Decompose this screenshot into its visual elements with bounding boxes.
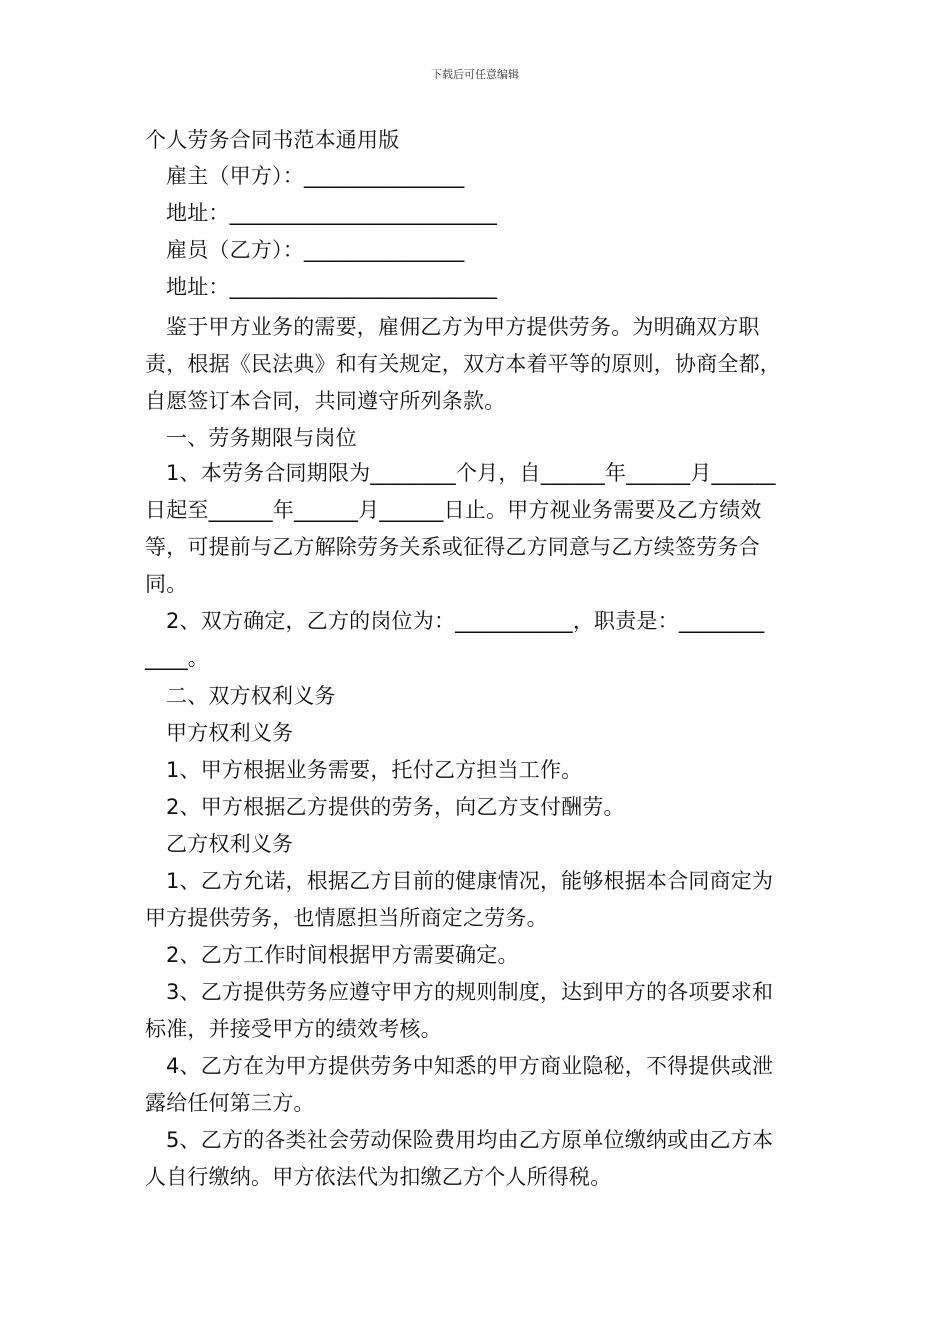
clause-line: 同。 [145,572,188,596]
clause-line: 1、甲方根据业务需要，托付乙方担当工作。 [166,758,583,782]
employee-line: 雇员（乙方）：_______________ [166,238,465,262]
employee-address-line: 地址：_________________________ [166,275,498,299]
employer-line: 雇主（甲方）：_______________ [166,164,465,188]
clause-line: 4、乙方在为甲方提供劳务中知悉的甲方商业隐秘，不得提供或泄 [166,1054,774,1078]
preamble-line: 鉴于甲方业务的需要，雇佣乙方为甲方提供劳务。为明确双方职 [166,315,760,339]
subsection-heading: 甲方权利义务 [166,721,294,745]
clause-line: 1、本劳务合同期限为________个月，自______年______月______ [166,461,776,485]
subsection-heading: 乙方权利义务 [166,832,294,856]
section-heading: 二、双方权利义务 [166,684,336,708]
clause-line: 等，可提前与乙方解除劳务关系或征得乙方同意与乙方续签劳务合 [145,535,760,559]
clause-line: 1、乙方允诺，根据乙方目前的健康情况，能够根据本合同商定为 [166,869,774,893]
clause-line: 日起至______年______月______日止。甲方视业务需要及乙方绩效 [145,498,762,522]
clause-line: 2、双方确定，乙方的岗位为：___________，职责是：________ [166,609,765,633]
clause-line: 5、乙方的各类社会劳动保险费用均由乙方原单位缴纳或由乙方本 [166,1128,774,1152]
clause-line: 露给任何第三方。 [145,1091,315,1115]
clause-line: 人自行缴纳。甲方依法代为扣缴乙方个人所得税。 [145,1165,612,1189]
clause-line: 2、甲方根据乙方提供的劳务，向乙方支付酬劳。 [166,795,625,819]
clause-line: 3、乙方提供劳务应遵守甲方的规则制度，达到甲方的各项要求和 [166,980,774,1004]
preamble-line: 责，根据《民法典》和有关规定，双方本着平等的原则，协商全都， [145,352,781,376]
document-title: 个人劳务合同书范本通用版 [145,128,400,152]
clause-line: 2、乙方工作时间根据甲方需要确定。 [166,943,519,967]
header-note: 下载后可任意编辑 [431,68,519,81]
preamble-line: 自愿签订本合同，共同遵守所列条款。 [145,389,506,413]
section-heading: 一、劳务期限与岗位 [166,426,357,450]
clause-line: 甲方提供劳务，也情愿担当所商定之劳务。 [145,906,548,930]
clause-line: 标准，并接受甲方的绩效考核。 [145,1017,442,1041]
clause-line: ____。 [145,646,209,670]
employer-address-line: 地址：_________________________ [166,201,498,225]
